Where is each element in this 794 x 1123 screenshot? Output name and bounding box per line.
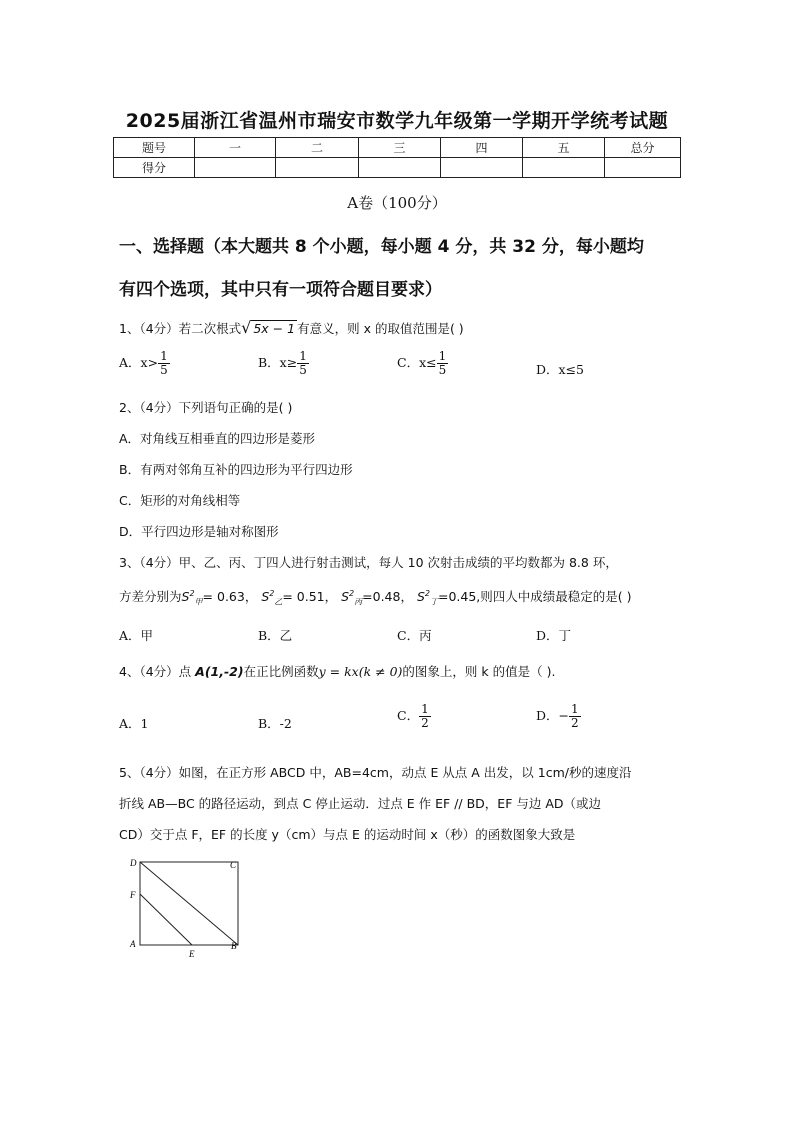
score-cell[interactable] [359, 158, 441, 178]
label-c: C [230, 860, 237, 870]
row-label-cell: 得分 [114, 158, 195, 178]
variance-subscript: 丙 [354, 597, 363, 607]
header-cell: 题号 [114, 138, 195, 158]
question-5-line3: CD）交于点 F，EF 的长度 y（cm）与点 E 的运动时间 x（秒）的函数图象大致是 [119, 827, 576, 842]
square-figure [126, 856, 246, 962]
score-cell[interactable] [605, 158, 681, 178]
numerator: 1 [160, 349, 168, 363]
numerator: 1 [421, 702, 429, 716]
score-cell[interactable] [276, 158, 359, 178]
label-e: E [189, 949, 195, 959]
fraction [419, 703, 431, 730]
q2-option-b[interactable]: B．有两对邻角互补的四边形为平行四边形 [119, 462, 353, 477]
variance-symbol: $S^2_丙$ [341, 588, 363, 607]
q3-option-a[interactable]: A．甲 [119, 628, 154, 643]
section-heading-line2: 有四个选项，其中只有一项符合题目要求） [119, 280, 442, 300]
fraction [437, 350, 449, 377]
q4-option-a[interactable]: A．1 [119, 716, 149, 731]
segment-ef [140, 894, 192, 945]
header-cell: 四 [441, 138, 523, 158]
header-cell: 一 [195, 138, 276, 158]
question-2: 2、（4分）下列语句正确的是( ) [119, 400, 293, 415]
denominator: 2 [571, 716, 579, 731]
variance-symbol: $S^2_甲$ [181, 588, 203, 607]
variance-symbol: $S^2_丁$ [416, 588, 438, 607]
variance-value: =0.45,则四人中成绩最稳定的是( ) [437, 589, 632, 604]
q4-option-c[interactable] [397, 703, 431, 730]
q4-prefix: 4、（4分）点 [119, 664, 192, 679]
numerator: 1 [571, 702, 579, 716]
q2-option-a[interactable]: A．对角线互相垂直的四边形是菱形 [119, 431, 316, 446]
variance-value: = 0.51， [282, 589, 338, 604]
fraction [569, 703, 581, 730]
variance-subscript: 甲 [194, 597, 203, 607]
part-a-heading: A卷（100分） [347, 194, 447, 212]
denominator: 5 [299, 363, 307, 378]
variance-subscript: 丁 [429, 597, 438, 607]
q2-option-d[interactable]: D．平行四边形是轴对称图形 [119, 524, 279, 539]
option-label: B．x≥ [258, 355, 298, 371]
q4-option-d[interactable] [536, 703, 581, 730]
header-cell: 三 [359, 138, 441, 158]
q3-option-d[interactable]: D．丁 [536, 628, 572, 643]
q3-prefix: 方差分别为 [119, 589, 182, 604]
option-label: A．x> [119, 355, 159, 371]
question-3-line2 [119, 587, 631, 608]
label-b: B [231, 941, 237, 951]
q4-function: y = kx(k ≠ 0) [318, 664, 403, 679]
score-table-score-row [114, 158, 681, 178]
q3-option-b[interactable]: B．乙 [258, 628, 293, 643]
header-cell: 二 [276, 138, 359, 158]
option-label: C． [397, 708, 420, 724]
header-cell: 五 [523, 138, 605, 158]
score-cell[interactable] [441, 158, 523, 178]
denominator: 5 [438, 363, 447, 378]
q1-option-c[interactable] [397, 350, 448, 377]
q4-middle: 在正比例函数 [243, 664, 319, 679]
q1-prefix: 1、（4分）若二次根式 [119, 321, 242, 336]
score-table [113, 137, 681, 178]
exam-title: 2025届浙江省温州市瑞安市数学九年级第一学期开学统考试题 [125, 110, 669, 132]
q1-option-a[interactable] [119, 350, 170, 377]
q1-option-b[interactable] [258, 350, 309, 377]
fraction [297, 350, 309, 377]
variance-value: =0.48， [362, 589, 413, 604]
section-heading-line1: 一、选择题（本大题共 8 个小题，每小题 4 分，共 32 分，每小题均 [119, 237, 644, 257]
sqrt-symbol: √ [241, 318, 252, 337]
question-1 [119, 318, 464, 337]
numerator: 1 [299, 349, 307, 363]
score-cell[interactable] [523, 158, 605, 178]
question-4 [119, 662, 555, 680]
score-cell[interactable] [195, 158, 276, 178]
denominator: 5 [160, 363, 168, 378]
q4-suffix: 的图象上，则 k 的值是（ ). [402, 664, 556, 679]
q1-suffix: 有意义，则 x 的取值范围是( ) [297, 321, 464, 336]
denominator: 2 [421, 716, 429, 731]
q1-option-d[interactable]: D．x≤5 [536, 362, 584, 377]
q4-point: A(1,-2) [195, 664, 244, 679]
variance-value: = 0.63， [202, 589, 258, 604]
label-a: A [130, 939, 136, 949]
variance-subscript: 乙 [274, 597, 283, 607]
q1-radicand: 5x − 1 [253, 321, 296, 336]
question-5-line1: 5、（4分）如图，在正方形 ABCD 中，AB=4cm，动点 E 从点 A 出发，以 1cm/秒的速度沿 [119, 765, 632, 780]
question-3-line1: 3、（4分）甲、乙、丙、丁四人进行射击测试，每人 10 次射击成绩的平均数都为 8.8 环， [119, 555, 618, 570]
option-label: D．− [536, 708, 569, 724]
header-cell: 总分 [605, 138, 681, 158]
question-5-line2: 折线 AB—BC 的路径运动，到点 C 停止运动．过点 E 作 EF // BD，EF 与边 AD（或边 [119, 796, 602, 811]
variance-symbol: $S^2_乙$ [261, 588, 283, 607]
diagonal-bd [140, 862, 238, 945]
q3-option-c[interactable]: C．丙 [397, 628, 432, 643]
q2-option-c[interactable]: C．矩形的对角线相等 [119, 493, 241, 508]
numerator: 1 [438, 349, 447, 363]
label-d: D [130, 858, 137, 868]
label-f: F [130, 890, 136, 900]
q4-option-b[interactable]: B．-2 [258, 716, 292, 731]
fraction [158, 350, 170, 377]
option-label: C．x≤ [397, 355, 437, 371]
score-table-header-row [114, 138, 681, 158]
